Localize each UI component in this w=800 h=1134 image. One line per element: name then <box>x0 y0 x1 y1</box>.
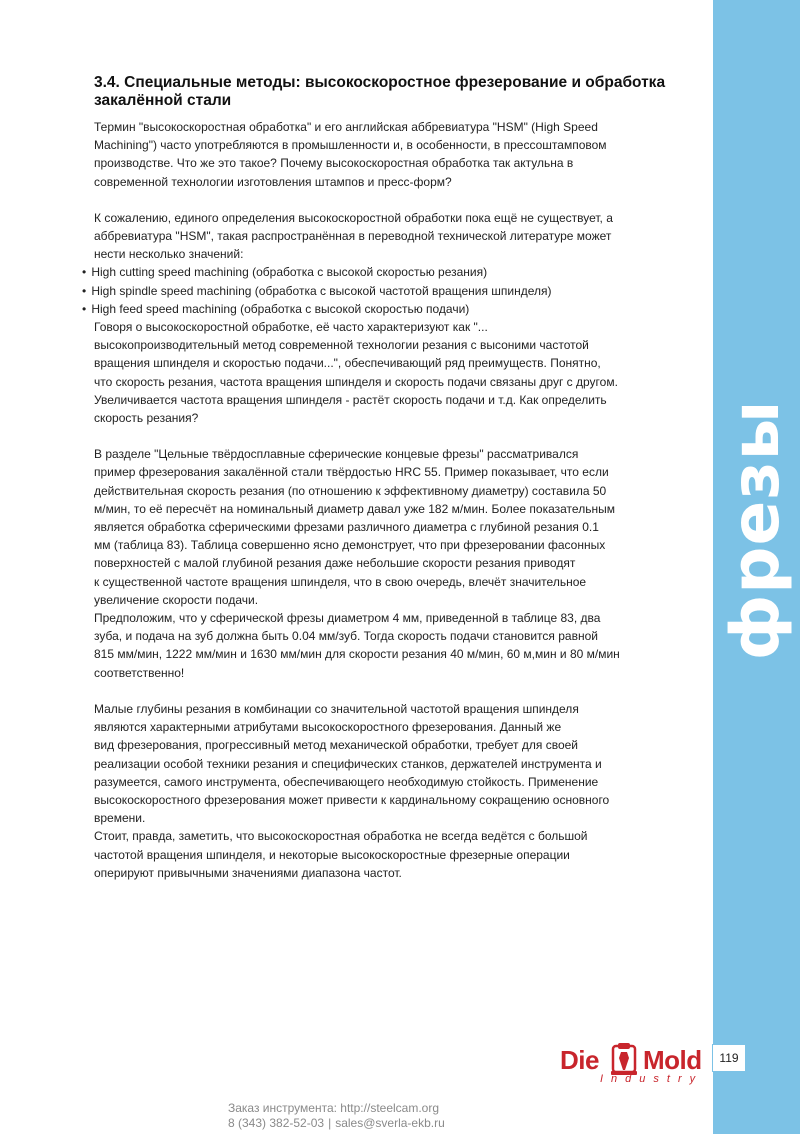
text-line: вращения шпинделя и скоростью подачи...", обеспечивающий ряд преимуществ. Понятно, <box>94 356 601 371</box>
paragraph-3 <box>94 318 669 427</box>
text-line: зуба, и подача на зуб должна быть 0.04 мм/зуб. Тогда скорость подачи становится равной <box>94 629 598 644</box>
text-line: поверхностей с малой глубиной резания даже небольшие скорости резания приводят <box>94 556 576 571</box>
text-line: являются характерными атрибутами высокоскоростного фрезерования. Данный же <box>94 720 562 735</box>
list-item: • High cutting speed machining (обработка с высокой скоростью резания) <box>82 265 488 280</box>
text-line: является обработка сферическими фрезами различного диаметра с глубиной резания 0.1 <box>94 520 599 535</box>
text-line: Термин "высокоскоростная обработка" и его английская аббревиатура "HSM" (High Speed <box>94 120 598 134</box>
side-section-label: фрезы <box>717 399 794 661</box>
text-line: Увеличивается частота вращения шпинделя - растёт скорость подачи и т.д. Как определить <box>94 392 607 407</box>
text-line: времени. <box>94 811 146 826</box>
mold-figure-icon <box>609 1042 641 1076</box>
text-line: нести несколько значений: <box>94 247 244 262</box>
text-line: действительная скорость резания (по отношению к эффективному диаметру) составила 50 <box>94 483 607 498</box>
logo-word-mold: Mold <box>643 1045 702 1075</box>
text-line: разумеется, самого инструмента, обеспечивающего необходимую стойкость. Применение <box>94 774 599 789</box>
text-line: В разделе "Цельные твёрдосплавные сферические концевые фрезы" рассматривался <box>94 447 579 462</box>
text-line: К сожалению, единого определения высокоскоростной обработки пока ещё не существует, а <box>94 210 613 225</box>
paragraph-7 <box>94 827 669 882</box>
main-content <box>82 74 669 882</box>
hsm-meanings-list <box>82 263 669 318</box>
text-line: увеличение скорости подачи. <box>94 592 259 607</box>
logo-word-die: Die <box>560 1045 599 1075</box>
paragraph-5 <box>94 609 669 682</box>
section-heading: 3.4. Специальные методы: высокоскоростное фрезерование и обработка закалённой стали <box>94 74 666 109</box>
page-number: 119 <box>712 1044 746 1072</box>
text-line: оперируют привычными значениями диапазона частот. <box>94 865 402 880</box>
footer-email[interactable]: sales@sverla-ekb.ru <box>335 1116 445 1130</box>
text-line: вид фрезерования, прогрессивный метод механической обработки, требует для своей <box>94 738 579 753</box>
list-item: • High feed speed machining (обработка с высокой скоростью подачи) <box>82 301 470 316</box>
paragraph-1 <box>94 118 669 191</box>
text-line: мм (таблица 83). Таблица совершенно ясно демонструет, что при фрезеровании фасонных <box>94 538 606 553</box>
paragraph-2 <box>94 209 669 264</box>
text-line: м/мин, то её пересчёт на номинальный диаметр давал уже 182 м/мин. Более показательным <box>94 501 615 516</box>
text-line: что скорость резания, частота вращения шпинделя и скорость подачи связаны друг с другом. <box>94 374 618 389</box>
text-line: Говоря о высокоскоростной обработке, её часто характеризуют как "... <box>94 320 488 335</box>
text-line: соответственно! <box>94 665 185 680</box>
footer-separator: | <box>328 1116 332 1130</box>
text-line: Machining") часто употребляются в промышленности и, в особенности, в прессоштамповом <box>94 138 607 153</box>
footer-order-line[interactable]: Заказ инструмента: http://steelcam.org <box>228 1101 440 1115</box>
footer-contacts <box>228 1101 528 1131</box>
paragraph-6 <box>94 700 669 827</box>
diemold-logo <box>560 1042 708 1088</box>
text-line: пример фрезерования закалённой стали твёрдостью HRC 55. Пример показывает, что если <box>94 465 609 480</box>
list-item: • High spindle speed machining (обработка с высокой частотой вращения шпинделя) <box>82 283 552 298</box>
text-line: аббревиатура "HSM", такая распространённая в переводной технической литературе может <box>94 229 612 244</box>
text-line: современной технологии изготовления штампов и пресс-форм? <box>94 174 452 189</box>
text-line: частотой вращения шпинделя, и некоторые высокоскоростные фрезерные операции <box>94 847 570 862</box>
text-line: скорость резания? <box>94 411 199 426</box>
footer-contact-line <box>228 1116 528 1131</box>
text-line: Малые глубины резания в комбинации со значительной частотой вращения шпинделя <box>94 701 579 716</box>
text-line: 815 мм/мин, 1222 мм/мин и 1630 мм/мин для скорости резания 40 м/мин, 60 м,мин и 80 м/мин <box>94 647 620 662</box>
text-line: реализации особой техники резания и специфических станков, держателей инструмента и <box>94 756 602 771</box>
text-line: высокопроизводительный метод современной технологии резания с высоними частотой <box>94 338 589 353</box>
text-line: Предположим, что у сферической фрезы диаметром 4 мм, приведенной в таблице 83, два <box>94 611 601 626</box>
text-line: к существенной частоте вращения шпинделя, что в свою очередь, влечёт значительное <box>94 574 587 589</box>
footer-phone[interactable]: 8 (343) 382-52-03 <box>228 1116 325 1130</box>
paragraph-4 <box>94 445 669 609</box>
text-line: производстве. Что же это такое? Почему высокоскоростная обработка так актульна в <box>94 156 574 171</box>
logo-subtitle: Industry <box>600 1073 704 1085</box>
text-line: Стоит, правда, заметить, что высокоскоростная обработка не всегда ведётся с большой <box>94 829 588 844</box>
text-line: высокоскоростного фрезерования может привести к кардинальному сокращению основного <box>94 792 610 807</box>
